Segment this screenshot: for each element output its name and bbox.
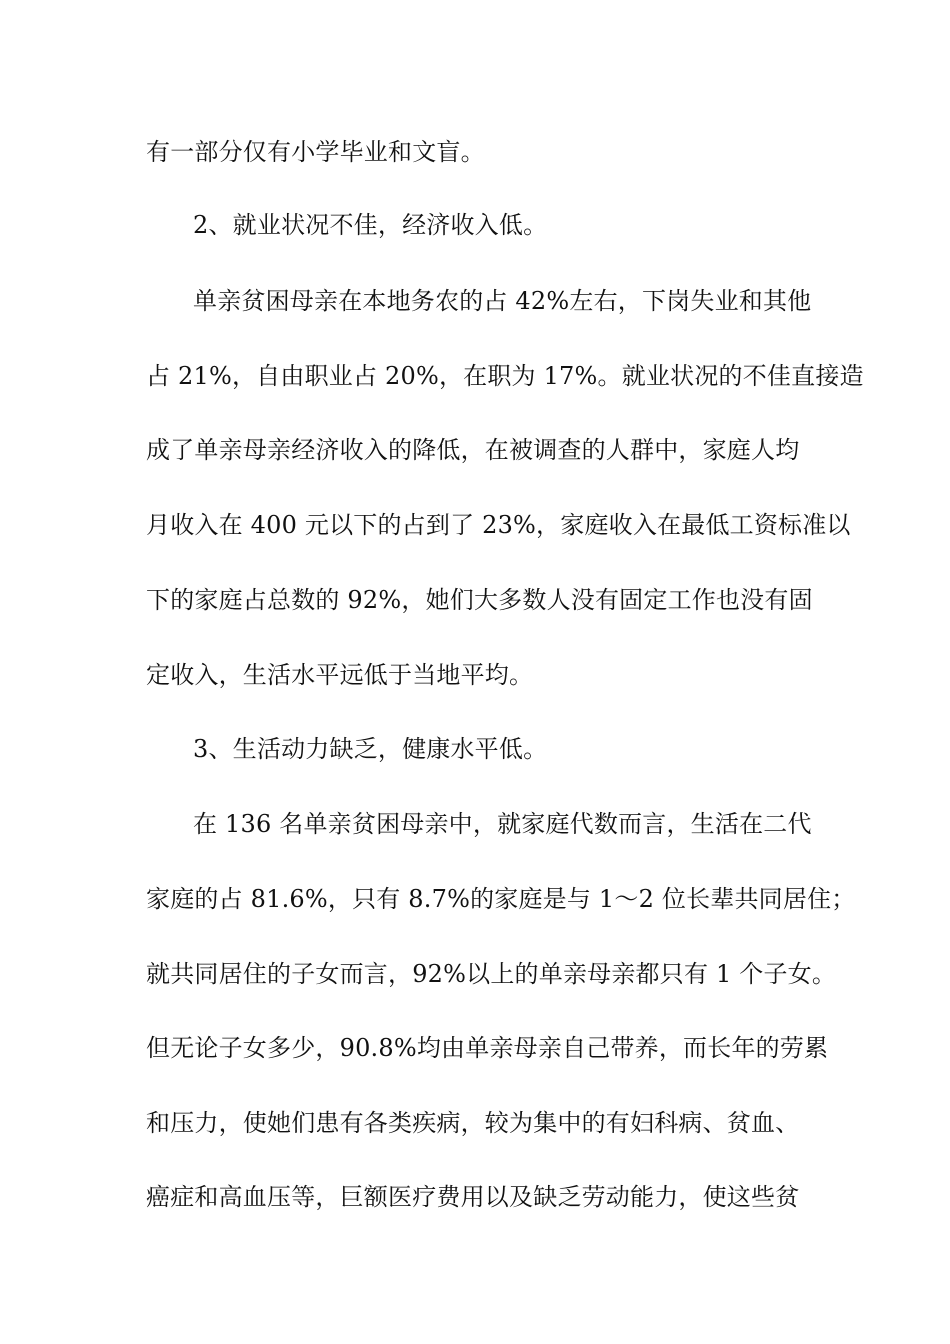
paragraph-line: 单亲贫困母亲在本地务农的占 42%左右，下岗失业和其他 [193,287,812,315]
section-heading: 3、生活动力缺乏，健康水平低。 [193,735,548,763]
paragraph-line: 成了单亲母亲经济收入的降低，在被调查的人群中，家庭人均 [146,436,800,464]
paragraph-line: 在 136 名单亲贫困母亲中，就家庭代数而言，生活在二代 [193,810,812,838]
paragraph-line: 占 21%，自由职业占 20%，在职为 17%。就业状况的不佳直接造 [146,362,864,390]
paragraph-line: 但无论子女多少，90.8%均由单亲母亲自己带养，而长年的劳累 [146,1034,829,1062]
section-heading: 2、就业状况不佳，经济收入低。 [193,211,548,239]
paragraph-line: 就共同居住的子女而言，92%以上的单亲母亲都只有 1 个子女。 [146,960,837,988]
paragraph-line: 癌症和高血压等，巨额医疗费用以及缺乏劳动能力，使这些贫 [146,1183,800,1211]
paragraph-line: 和压力，使她们患有各类疾病，较为集中的有妇科病、贫血、 [146,1109,800,1137]
paragraph-line: 家庭的占 81.6%，只有 8.7%的家庭是与 1～2 位长辈共同居住； [146,885,856,913]
paragraph-line: 月收入在 400 元以下的占到了 23%，家庭收入在最低工资标准以 [146,511,851,539]
paragraph-line: 下的家庭占总数的 92%，她们大多数人没有固定工作也没有固 [146,586,813,614]
text-line: 有一部分仅有小学毕业和文盲。 [146,138,485,166]
paragraph-line: 定收入，生活水平远低于当地平均。 [146,661,534,689]
